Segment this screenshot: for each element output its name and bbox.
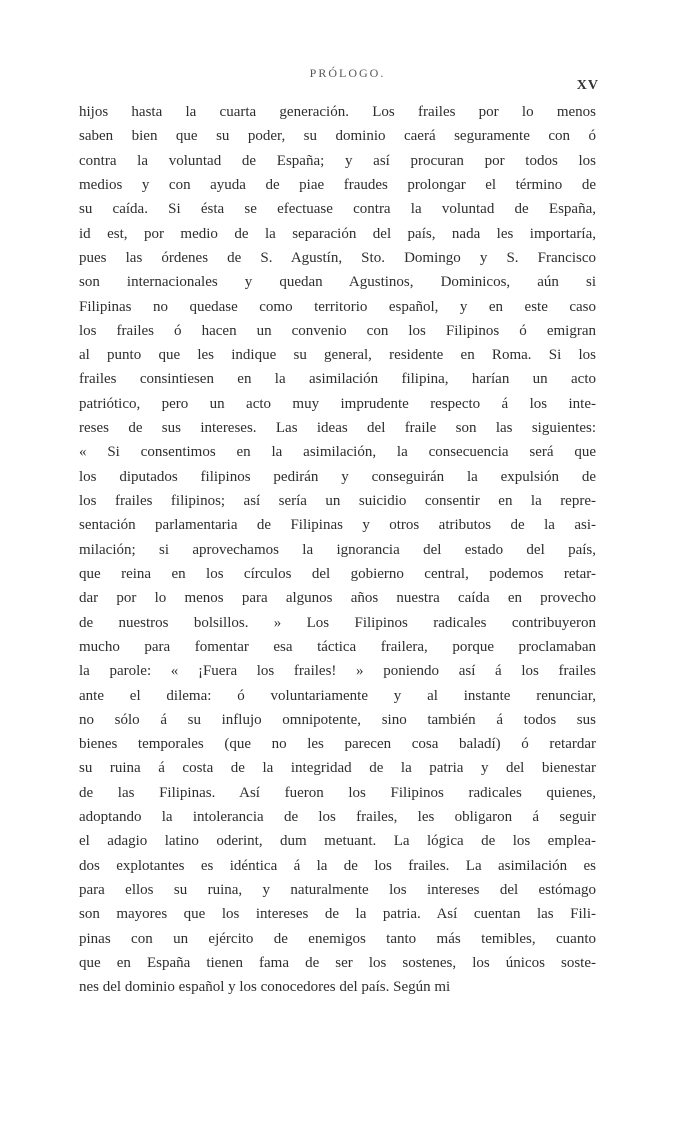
text-line: son mayores que los intereses de la patria. Así cuentan las Fili- (79, 906, 596, 923)
text-line: saben bien que su poder, su dominio caerá seguramente con ó (79, 128, 596, 145)
text-line: sentación parlamentaria de Filipinas y otros atributos de la asi- (79, 517, 596, 534)
text-line: son internacionales y quedan Agustinos, Dominicos, aún si (79, 274, 596, 291)
text-line: de las Filipinas. Así fueron los Filipinos radicales quienes, (79, 784, 596, 801)
text-line: los frailes ó hacen un convenio con los Filipinos ó emigran (79, 322, 596, 339)
text-line: contra la voluntad de España; y así procuran por todos los (79, 152, 596, 169)
text-line: los diputados filipinos pedirán y conseguirán la expulsión de (79, 468, 596, 485)
text-line: hijos hasta la cuarta generación. Los frailes por lo menos (79, 104, 596, 120)
text-line: de nuestros bolsillos. » Los Filipinos radicales contribuyeron (79, 614, 596, 631)
text-line: para ellos su ruina, y naturalmente los intereses del estómago (79, 882, 596, 898)
text-line: los frailes filipinos; así sería un suicidio consentir en la repre- (79, 493, 596, 509)
text-line: la parole: « ¡Fuera los frailes! » poniendo así á los frailes (79, 663, 596, 680)
text-line: bienes temporales (que no les parecen cosa baladí) ó retardar (79, 736, 596, 753)
text-line: dos explotantes es idéntica á la de los frailes. La asimilación es (79, 857, 596, 874)
text-line: el adagio latino oderint, dum metuant. La lógica de los emplea- (79, 833, 596, 850)
text-line: nes del dominio español y los conocedores del país. Según mi (79, 979, 451, 996)
text-line: pinas con un ejército de enemigos tanto más temibles, cuanto (79, 930, 596, 947)
text-line: su caída. Si ésta se efectuase contra la voluntad de España, (79, 201, 596, 218)
text-line: al punto que les indique su general, residente en Roma. Si los (79, 347, 596, 364)
text-line: Filipinas no quedase como territorio español, y en este caso (79, 298, 596, 315)
text-line: adoptando la intolerancia de los frailes, les obligaron á seguir (79, 809, 596, 826)
text-line: su ruina á costa de la integridad de la patria y del bienestar (79, 760, 596, 777)
text-line: pues las órdenes de S. Agustín, Sto. Domingo y S. Francisco (79, 249, 596, 266)
text-line: no sólo á su influjo omnipotente, sino también á todos sus (79, 711, 596, 728)
text-line: medios y con ayuda de piae fraudes prolongar el término de (79, 176, 596, 193)
text-line: id est, por medio de la separación del país, nada les importaría, (79, 225, 596, 242)
body-text (79, 100, 596, 1000)
running-head: PRÓLOGO. (309, 66, 386, 80)
text-line: milación; si aprovechamos la ignorancia del estado del país, (79, 541, 596, 558)
text-line: que reina en los círculos del gobierno central, podemos retar- (79, 565, 596, 582)
text-line: patriótico, pero un acto muy imprudente respecto á los inte- (79, 395, 596, 412)
text-line: frailes consintiesen en la asimilación filipina, harían un acto (79, 371, 596, 388)
text-line: que en España tienen fama de ser los sostenes, los únicos soste- (79, 954, 596, 971)
text-line: « Si consentimos en la asimilación, la consecuencia será que (79, 444, 596, 461)
text-line: reses de sus intereses. Las ideas del fraile son las siguientes: (79, 420, 596, 437)
text-line: mucho para fomentar esa táctica frailera, porque proclamaban (79, 638, 596, 655)
text-line: ante el dilema: ó voluntariamente y al instante renunciar, (79, 687, 596, 704)
text-line: dar por lo menos para algunos años nuestra caída en provecho (79, 590, 596, 607)
page-number: XV (576, 78, 599, 93)
